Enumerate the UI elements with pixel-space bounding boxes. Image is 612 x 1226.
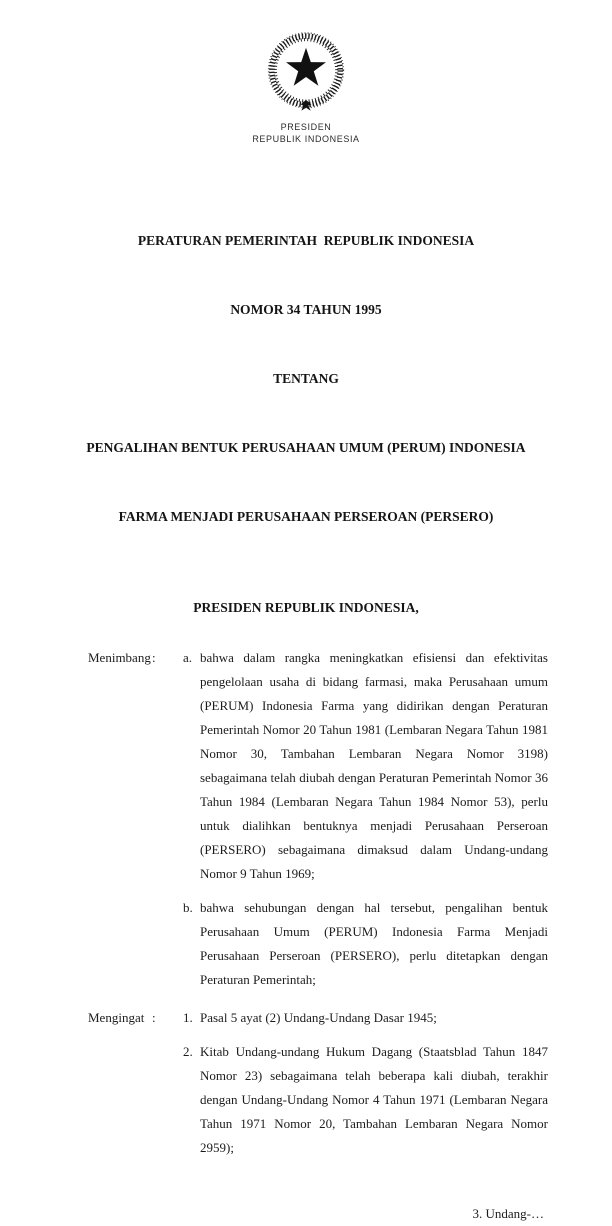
clause-label: Mengingat	[88, 1010, 145, 1025]
item-marker: 2.	[183, 1044, 193, 1059]
title-line-5: FARMA MENJADI PERUSAHAAN PERSEROAN (PERSERO)	[118, 509, 494, 524]
mengingat-item-1	[88, 1006, 548, 1030]
item-text: Pasal 5 ayat (2) Undang-Undang Dasar 1945;	[200, 1010, 437, 1025]
mengingat-item-2	[88, 1040, 548, 1160]
item-marker: 1.	[183, 1010, 193, 1025]
clause-colon: :	[152, 650, 156, 665]
menimbang-section	[88, 646, 548, 992]
seal-caption-line2: REPUBLIK INDONESIA	[252, 133, 360, 144]
item-text: bahwa sehubungan dengan hal tersebut, pengalihan bentuk Perusahaan Umum (PERUM) Indonesia Farma Menjadi Perusahaan Perseroan (PERSERO), perlu ditetapkan dengan Peraturan Pemerintah;	[200, 900, 548, 987]
clause-colon-spacer	[152, 1040, 183, 1160]
item-marker: b.	[183, 900, 193, 915]
clause-colon-spacer	[152, 896, 183, 992]
seal-caption	[0, 122, 612, 145]
title-line-4: PENGALIHAN BENTUK PERUSAHAAN UMUM (PERUM) INDONESIA	[86, 440, 526, 455]
clause-colon: :	[152, 1010, 156, 1025]
mengingat-section	[88, 1006, 548, 1160]
opening-heading: PRESIDEN REPUBLIK INDONESIA,	[193, 600, 419, 615]
seal-caption-line1: PRESIDEN	[280, 122, 332, 132]
item-marker: a.	[183, 650, 193, 665]
clause-label-spacer	[88, 1040, 152, 1160]
menimbang-item-b	[88, 896, 548, 992]
title-line-3: TENTANG	[273, 371, 339, 386]
title-line-1: PERATURAN PEMERINTAH REPUBLIK INDONESIA	[137, 233, 475, 248]
clause-label-spacer	[88, 896, 152, 992]
star-wreath-seal-icon	[266, 33, 346, 117]
catchword: 3. Undang-…	[472, 1206, 544, 1221]
menimbang-item-a	[88, 646, 548, 886]
clause-label: Menimbang	[88, 650, 151, 665]
regulation-title	[0, 183, 612, 574]
title-line-2: NOMOR 34 TAHUN 1995	[230, 302, 382, 317]
item-text: Kitab Undang-undang Hukum Dagang (Staatsblad Tahun 1847 Nomor 23) sebagaimana telah beberapa kali diubah, terakhir dengan Undang-Undang Nomor 4 Tahun 1971 (Lembaran Negara Tahun 1971 Nomor 20, Tambahan Lembaran Negara Nomor 2959);	[200, 1044, 548, 1155]
document-body	[88, 646, 548, 1226]
item-text: bahwa dalam rangka meningkatkan efisiensi dan efektivitas pengelolaan usaha di bidang farmasi, maka Perusahaan umum (PERUM) Indonesia Farma yang didirikan dengan Peraturan Pemerintah Nomor 20 Tahun 1981 (Lembaran Negara Tahun 1981 Nomor 30, Tambahan Lembaran Negara Nomor 3198) sebagaimana telah diubah dengan Peraturan Pemerintah Nomor 36 Tahun 1984 (Lembaran Negara Tahun 1984 Nomor 53), perlu untuk dialihkan bentuknya menjadi Perusahaan Perseroan (PERSERO) sebagaimana dimaksud dalam Undang-undang Nomor 9 Tahun 1969;	[200, 650, 548, 881]
presidential-seal	[0, 0, 612, 145]
